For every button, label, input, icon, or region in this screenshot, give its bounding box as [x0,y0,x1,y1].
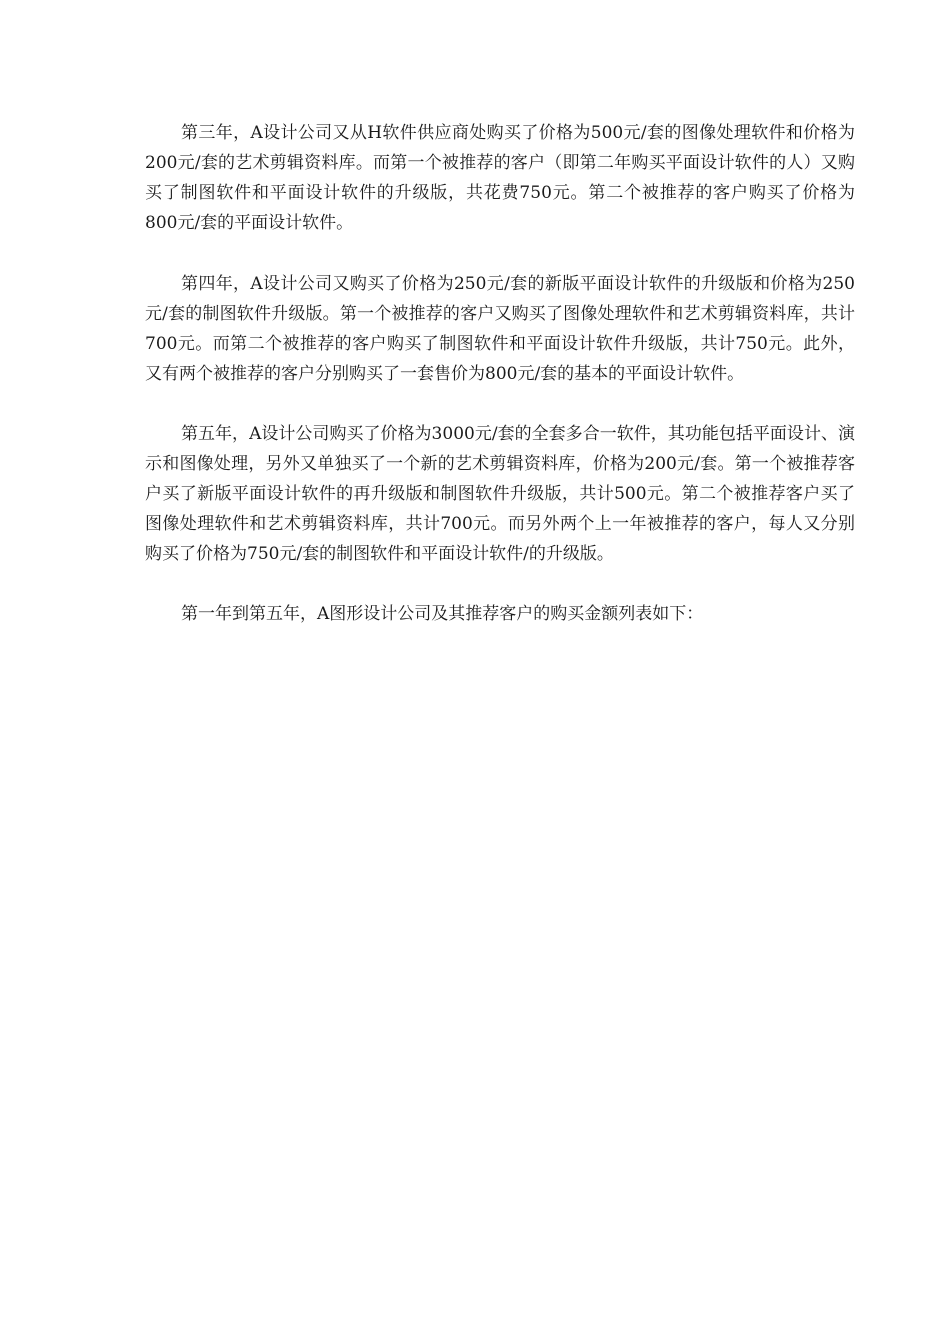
paragraph-year-four: 第四年，A设计公司又购买了价格为250元/套的新版平面设计软件的升级版和价格为250元/套的制图软件升级版。第一个被推荐的客户又购买了图像处理软件和艺术剪辑资料库，共计700元。而第二个被推荐的客户购买了制图软件和平面设计软件升级版，共计750元。此外，又有两个被推荐的客户分别购买了一套售价为800元/套的基本的平面设计软件。 [145,274,855,384]
paragraph-year-five: 第五年，A设计公司购买了价格为3000元/套的全套多合一软件，其功能包括平面设计、演示和图像处理，另外又单独买了一个新的艺术剪辑资料库，价格为200元/套。第一个被推荐客户买了新版平面设计软件的再升级版和制图软件升级版，共计500元。第二个被推荐客户买了图像处理软件和艺术剪辑资料库，共计700元。而另外两个上一年被推荐的客户，每人又分别购买了价格为750元/套的制图软件和平面设计软件/的升级版。 [145,424,855,564]
document-body [145,118,855,659]
paragraph-table-intro: 第一年到第五年，A图形设计公司及其推荐客户的购买金额列表如下： [181,604,704,624]
paragraph-year-three: 第三年，A设计公司又从H软件供应商处购买了价格为500元/套的图像处理软件和价格为200元/套的艺术剪辑资料库。而第一个被推荐的客户（即第二年购买平面设计软件的人）又购买了制图软件和平面设计软件的升级版，共花费750元。第二个被推荐的客户购买了价格为800元/套的平面设计软件。 [145,123,855,233]
